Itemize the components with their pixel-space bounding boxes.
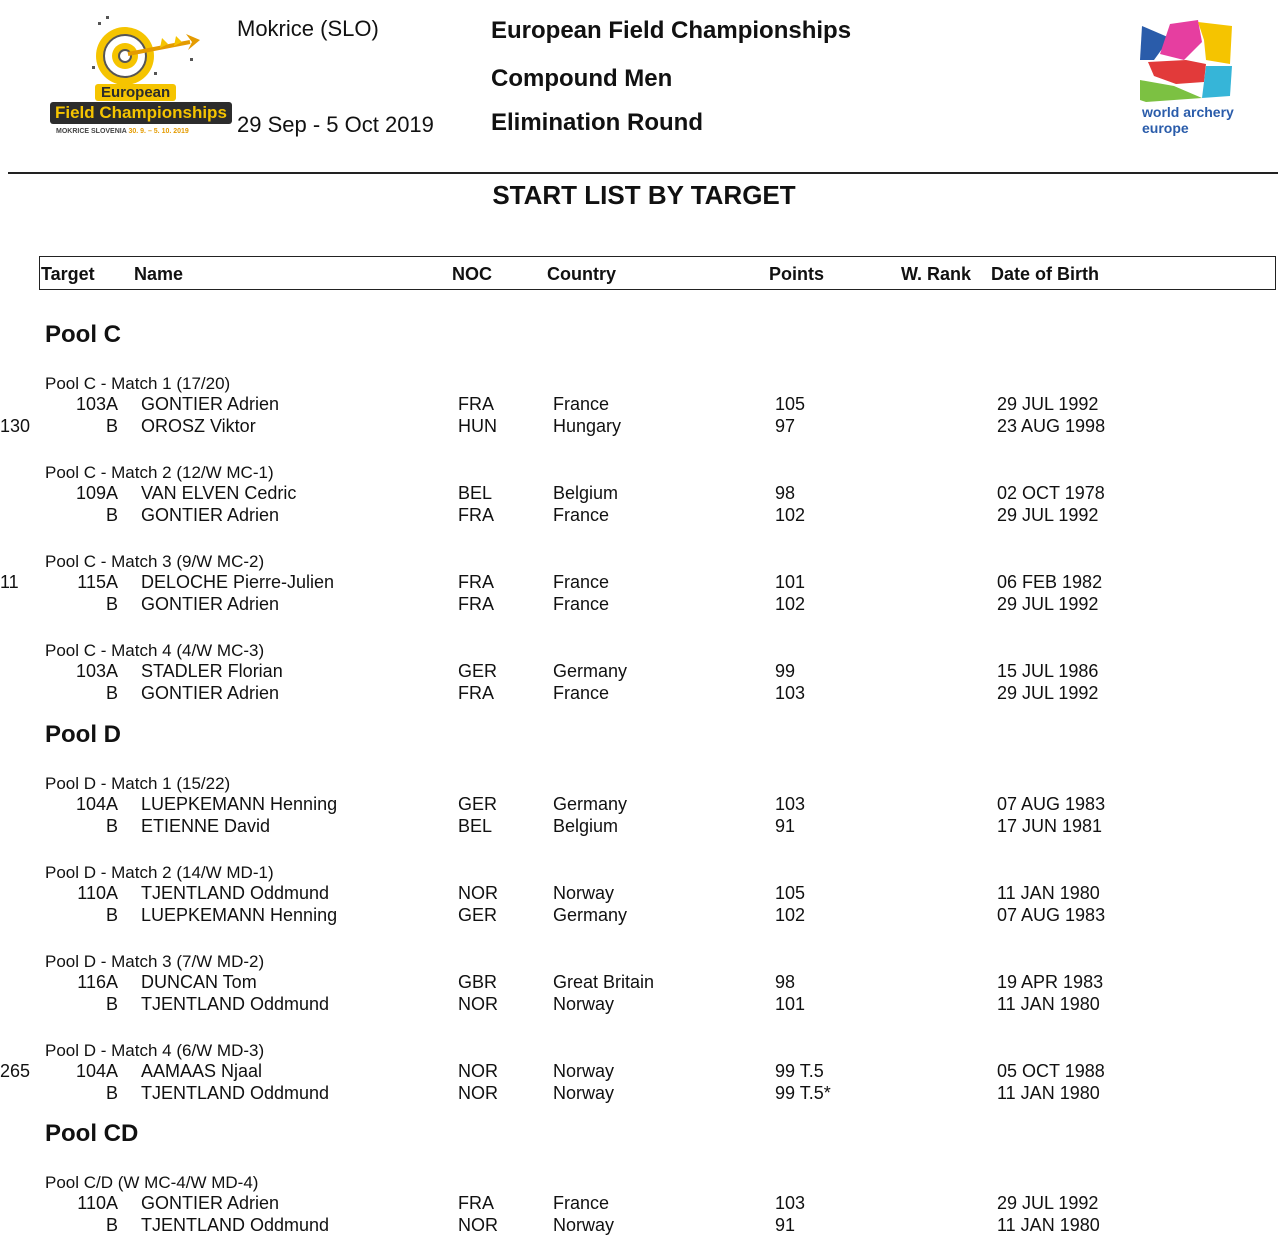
athlete-points: 98 — [775, 483, 796, 503]
athlete-target: 104A — [75, 1061, 118, 1081]
athlete-country: Norway — [553, 1083, 615, 1103]
athlete-dob: 29 JUL 1992 — [997, 505, 1099, 525]
athlete-target: 110A — [77, 883, 118, 903]
header-divider — [8, 172, 1278, 174]
athlete-dob: 29 JUL 1992 — [997, 683, 1099, 703]
athlete-dob: 11 JAN 1980 — [997, 1215, 1100, 1235]
athlete-points: 103 — [775, 683, 806, 703]
athlete-country: Belgium — [553, 483, 619, 503]
venue: Mokrice (SLO) — [237, 16, 379, 41]
category-title: Compound Men — [491, 65, 673, 92]
athlete-country: Germany — [553, 794, 628, 814]
athlete-country: Norway — [553, 1061, 615, 1081]
athlete-dob: 29 JUL 1992 — [997, 1193, 1099, 1213]
athlete-name: LUEPKEMANN Henning — [141, 794, 338, 814]
athlete-target: 104A — [75, 794, 118, 814]
athlete-target: B — [105, 416, 118, 436]
athlete-country: France — [553, 683, 610, 703]
athlete-points: 103 — [775, 794, 806, 814]
athlete-target: 103A — [75, 394, 118, 414]
match-title: Pool D - Match 4 (6/W MD-3) — [45, 1041, 265, 1060]
athlete-points: 101 — [775, 572, 806, 592]
athlete-noc: NOR — [458, 1061, 498, 1081]
pool-title: Pool D — [45, 721, 121, 748]
athlete-dob: 02 OCT 1978 — [997, 483, 1105, 503]
athlete-name: TJENTLAND Oddmund — [141, 1083, 330, 1103]
athlete-name: STADLER Florian — [141, 661, 283, 681]
athlete-dob: 23 AUG 1998 — [997, 416, 1106, 436]
athlete-points: 105 — [775, 394, 806, 414]
athlete-points: 99 T.5 — [775, 1061, 824, 1081]
athlete-country: Belgium — [553, 816, 619, 836]
athlete-name: GONTIER Adrien — [141, 505, 280, 525]
list-title: START LIST BY TARGET — [492, 180, 796, 210]
athlete-points: 102 — [775, 594, 806, 614]
athlete-dob: 15 JUL 1986 — [997, 661, 1099, 681]
athlete-noc: NOR — [458, 1215, 498, 1235]
match-title: Pool C - Match 2 (12/W MC-1) — [45, 463, 274, 482]
athlete-target: 116A — [77, 972, 118, 992]
athlete-name: GONTIER Adrien — [141, 1193, 280, 1213]
athlete-target: 115A — [77, 572, 118, 592]
athlete-dob: 07 AUG 1983 — [997, 794, 1106, 814]
athlete-points: 91 — [775, 816, 796, 836]
athlete-country: France — [553, 572, 610, 592]
athlete-points: 105 — [775, 883, 806, 903]
col-noc: NOC — [452, 264, 492, 284]
col-wrank: W. Rank — [901, 264, 972, 284]
athlete-country: Norway — [553, 994, 615, 1014]
athlete-country: France — [553, 1193, 610, 1213]
athlete-dob: 29 JUL 1992 — [997, 394, 1099, 414]
event-title: European Field Championships — [491, 17, 852, 44]
athlete-wrank: 130 — [0, 416, 31, 436]
athlete-country: Great Britain — [553, 972, 655, 992]
athlete-name: AAMAAS Njaal — [141, 1061, 263, 1081]
athlete-noc: GER — [458, 794, 498, 814]
logo-line-3 — [56, 128, 189, 135]
athlete-noc: BEL — [458, 816, 493, 836]
athlete-points: 102 — [775, 505, 806, 525]
pool-title: Pool CD — [45, 1120, 139, 1147]
athlete-dob: 06 FEB 1982 — [997, 572, 1103, 592]
phase-title: Elimination Round — [491, 109, 703, 136]
athlete-dob: 07 AUG 1983 — [997, 905, 1106, 925]
athlete-target: B — [105, 1215, 118, 1235]
athlete-target: 110A — [77, 1193, 118, 1213]
athlete-noc: FRA — [458, 683, 494, 703]
col-target: Target — [41, 264, 95, 284]
athlete-dob: 05 OCT 1988 — [997, 1061, 1105, 1081]
athlete-noc: NOR — [458, 1083, 498, 1103]
athlete-target: B — [105, 905, 118, 925]
athlete-noc: NOR — [458, 994, 498, 1014]
col-name: Name — [134, 264, 184, 284]
athlete-target: B — [105, 816, 118, 836]
match-title: Pool D - Match 2 (14/W MD-1) — [45, 863, 274, 882]
match-title: Pool C - Match 3 (9/W MC-2) — [45, 552, 265, 571]
athlete-name: VAN ELVEN Cedric — [141, 483, 297, 503]
col-dob: Date of Birth — [991, 264, 1099, 284]
athlete-dob: 17 JUN 1981 — [997, 816, 1103, 836]
logo-place: MOKRICE SLOVENIA — [56, 128, 127, 135]
athlete-target: B — [105, 683, 118, 703]
world-archery-mark-icon — [1140, 20, 1240, 102]
athlete-country: Norway — [553, 883, 615, 903]
athlete-points: 99 — [775, 661, 796, 681]
athlete-name: DELOCHE Pierre-Julien — [141, 572, 335, 592]
logo-line-1: European — [95, 84, 176, 101]
col-country: Country — [547, 264, 616, 284]
match-title: Pool C/D (W MC-4/W MD-4) — [45, 1173, 259, 1192]
athlete-wrank: 265 — [0, 1061, 31, 1081]
athlete-country: Hungary — [553, 416, 622, 436]
athlete-noc: BEL — [458, 483, 493, 503]
world-archery-logo — [1140, 20, 1240, 140]
event-dates: 29 Sep - 5 Oct 2019 — [237, 112, 434, 137]
athlete-name: LUEPKEMANN Henning — [141, 905, 338, 925]
athlete-country: France — [553, 394, 610, 414]
athlete-country: Germany — [553, 661, 628, 681]
athlete-noc: GER — [458, 905, 498, 925]
athlete-noc: HUN — [458, 416, 497, 436]
athlete-name: GONTIER Adrien — [141, 594, 280, 614]
wae-line-1: world archery — [1142, 104, 1234, 120]
athlete-points: 99 T.5* — [775, 1083, 831, 1103]
match-title: Pool D - Match 3 (7/W MD-2) — [45, 952, 265, 971]
athlete-name: ETIENNE David — [141, 816, 271, 836]
athlete-name: DUNCAN Tom — [141, 972, 257, 992]
athlete-country: Norway — [553, 1215, 615, 1235]
athlete-name: GONTIER Adrien — [141, 394, 280, 414]
athlete-points: 101 — [775, 994, 806, 1014]
athlete-points: 97 — [775, 416, 796, 436]
athlete-dob: 19 APR 1983 — [997, 972, 1104, 992]
athlete-target: 109A — [75, 483, 118, 503]
athlete-country: France — [553, 594, 610, 614]
athlete-name: TJENTLAND Oddmund — [141, 883, 330, 903]
athlete-name: TJENTLAND Oddmund — [141, 994, 330, 1014]
athlete-target: B — [105, 994, 118, 1014]
athlete-noc: FRA — [458, 1193, 494, 1213]
pool-title: Pool C — [45, 321, 121, 348]
athlete-points: 103 — [775, 1193, 806, 1213]
athlete-country: Germany — [553, 905, 628, 925]
athlete-noc: GBR — [458, 972, 498, 992]
match-title: Pool D - Match 1 (15/22) — [45, 774, 231, 793]
athlete-points: 91 — [775, 1215, 796, 1235]
athlete-wrank: 11 — [0, 572, 19, 592]
logo-dates: 30. 9. – 5. 10. 2019 — [128, 128, 189, 135]
athlete-noc: FRA — [458, 572, 494, 592]
athlete-name: TJENTLAND Oddmund — [141, 1215, 330, 1235]
athlete-country: France — [553, 505, 610, 525]
athlete-dob: 29 JUL 1992 — [997, 594, 1099, 614]
athlete-noc: FRA — [458, 594, 494, 614]
athlete-dob: 11 JAN 1980 — [997, 994, 1100, 1014]
athlete-dob: 11 JAN 1980 — [997, 1083, 1100, 1103]
athlete-target: B — [105, 594, 118, 614]
athlete-points: 98 — [775, 972, 796, 992]
col-points: Points — [769, 264, 825, 284]
match-title: Pool C - Match 1 (17/20) — [45, 374, 231, 393]
athlete-name: GONTIER Adrien — [141, 683, 280, 703]
athlete-noc: FRA — [458, 505, 494, 525]
athlete-noc: FRA — [458, 394, 494, 414]
athlete-dob: 11 JAN 1980 — [997, 883, 1100, 903]
wae-line-2: europe — [1142, 120, 1189, 136]
match-title: Pool C - Match 4 (4/W MC-3) — [45, 641, 265, 660]
athlete-noc: GER — [458, 661, 498, 681]
athlete-target: B — [105, 505, 118, 525]
athlete-noc: NOR — [458, 883, 498, 903]
logo-line-2: Field Championships — [50, 102, 232, 124]
event-logo — [50, 14, 232, 142]
athlete-target: 103A — [75, 661, 118, 681]
athlete-target: B — [105, 1083, 118, 1103]
athlete-name: OROSZ Viktor — [141, 416, 256, 436]
athlete-points: 102 — [775, 905, 806, 925]
